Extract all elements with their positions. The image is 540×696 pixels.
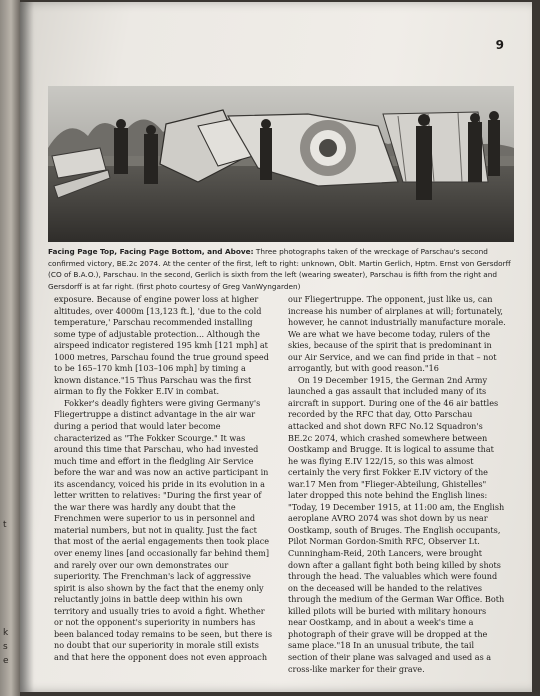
caption-heading: Facing Page Top, Facing Page Bottom, and Above: <box>48 247 254 256</box>
paragraph: exposure. Because of engine power loss at higher altitudes, over 4000m [13,123 ft.], 'due to the cold temperature,' Parschau recommended installing some type of adjustable protection... Although the airspeed indicator registered 195 kmh [121 mph] at 1000 metres, Parschau found the true ground speed to be 165–170 kmh [103–106 mph] by timing a known distance."15 Thus Parschau was the first airman to fly the Fokker E.IV in combat. <box>54 294 269 397</box>
facing-page-edge <box>0 0 20 696</box>
left-column <box>54 294 272 664</box>
wreckage-photo <box>48 86 514 242</box>
edge-letter: s <box>3 642 8 652</box>
edge-letter: k <box>3 628 9 638</box>
edge-letter: t <box>3 520 7 530</box>
page-number: 9 <box>495 38 504 52</box>
paragraph: On 19 December 1915, the German 2nd Army launched a gas assault that included many of its aircraft in support. During one of the 46 air battles recorded by the RFC that day, Otto Parschau attacked and shot down RFC No.12 Squadron's BE.2c 2074, which crashed somewhere between Oostkamp and Brugge. It is logical to assume that he was flying E.IV 122/15, so this was almost certainly the very first Fokker E.IV victory of the war.17 Men from "Flieger-Abteilung, Ghistelles" later dropped this note behind the English lines: "Today, 19 December 1915, at 11:00 am, the English aeroplane AVRO 2074 was shot down by us near Oostkamp, south of Bruges. The English occupants, Pilot Norman Gordon-Smith RFC, Observer Lt. Cunningham-Reid, 20th Lancers, were brought down after a gallant fight both being killed by shots through the head. The valuables which were found on the deceased will be handed to the relatives through the medium of the German War Office. Both killed pilots will be buried with military honours near Oostkamp, and in about a week's time a photograph of their grave will be dropped at the same place."18 In an unusual tribute, the tail section of their plane was salvaged and used as a cross-like marker for their grave. <box>288 374 505 674</box>
right-column <box>288 294 506 675</box>
paragraph: our Fliegertruppe. The opponent, just like us, can increase his number of airplanes at will; fortunately, however, he cannot industrially manufacture morale. We are what we have become today, rulers of the skies, because of the spirit that is predominant in our Air Service, and we can find pride in that – not arrogantly, but with good reason."16 <box>288 294 506 374</box>
facing-page-text <box>2 0 18 696</box>
wreckage-photo-illustration <box>48 86 514 242</box>
paragraph: Fokker's deadly fighters were giving Germany's Fliegertruppe a distinct advantage in the air war during a period that would later become characterized as "The Fokker Scourge." It was around this time that Parschau, who had invested much time and effort in the fledgling Air Service before the war and was now an active participant in its ascendancy, voiced his pride in its evolution in a letter written to relatives: "During the first year of the war there was hardly any doubt that the Frenchmen were superior to us in personnel and material numbers, but not in quality. Just the fact that most of the aerial engagements then took place over enemy lines [and occasionally far behind them] and rarely over our own demonstrates our superiority. The Frenchman's lack of aggressive spirit is also shown by the fact that the enemy only reluctantly joins in battle deep within his own territory and usually tries to avoid a fight. Whether or not the opponent's superiority in numbers has been balanced today remains to be seen, but there is no doubt that our superiority in morale still exists and that here the opponent does not even approach <box>54 397 273 662</box>
book-page <box>20 2 532 692</box>
edge-letter: e <box>3 656 9 666</box>
photo-caption <box>48 246 514 292</box>
spine-shadow <box>20 2 34 692</box>
caption-text: Three photographs taken of the wreckage of Parschau's second confirmed victory, BE.2c 2074. At the center of the first, left to right: unknown, Oblt. Martin Gerlich, Hptm. Ernst von Gersdorff (CO of B.A.O.), Parschau. In the second, Gerlich is sixth from the left (wearing sweater), Parschau is fifth from the right and Gersdorff is at far right. (first photo courtesy of Greg VanWyngarden) <box>48 247 511 291</box>
